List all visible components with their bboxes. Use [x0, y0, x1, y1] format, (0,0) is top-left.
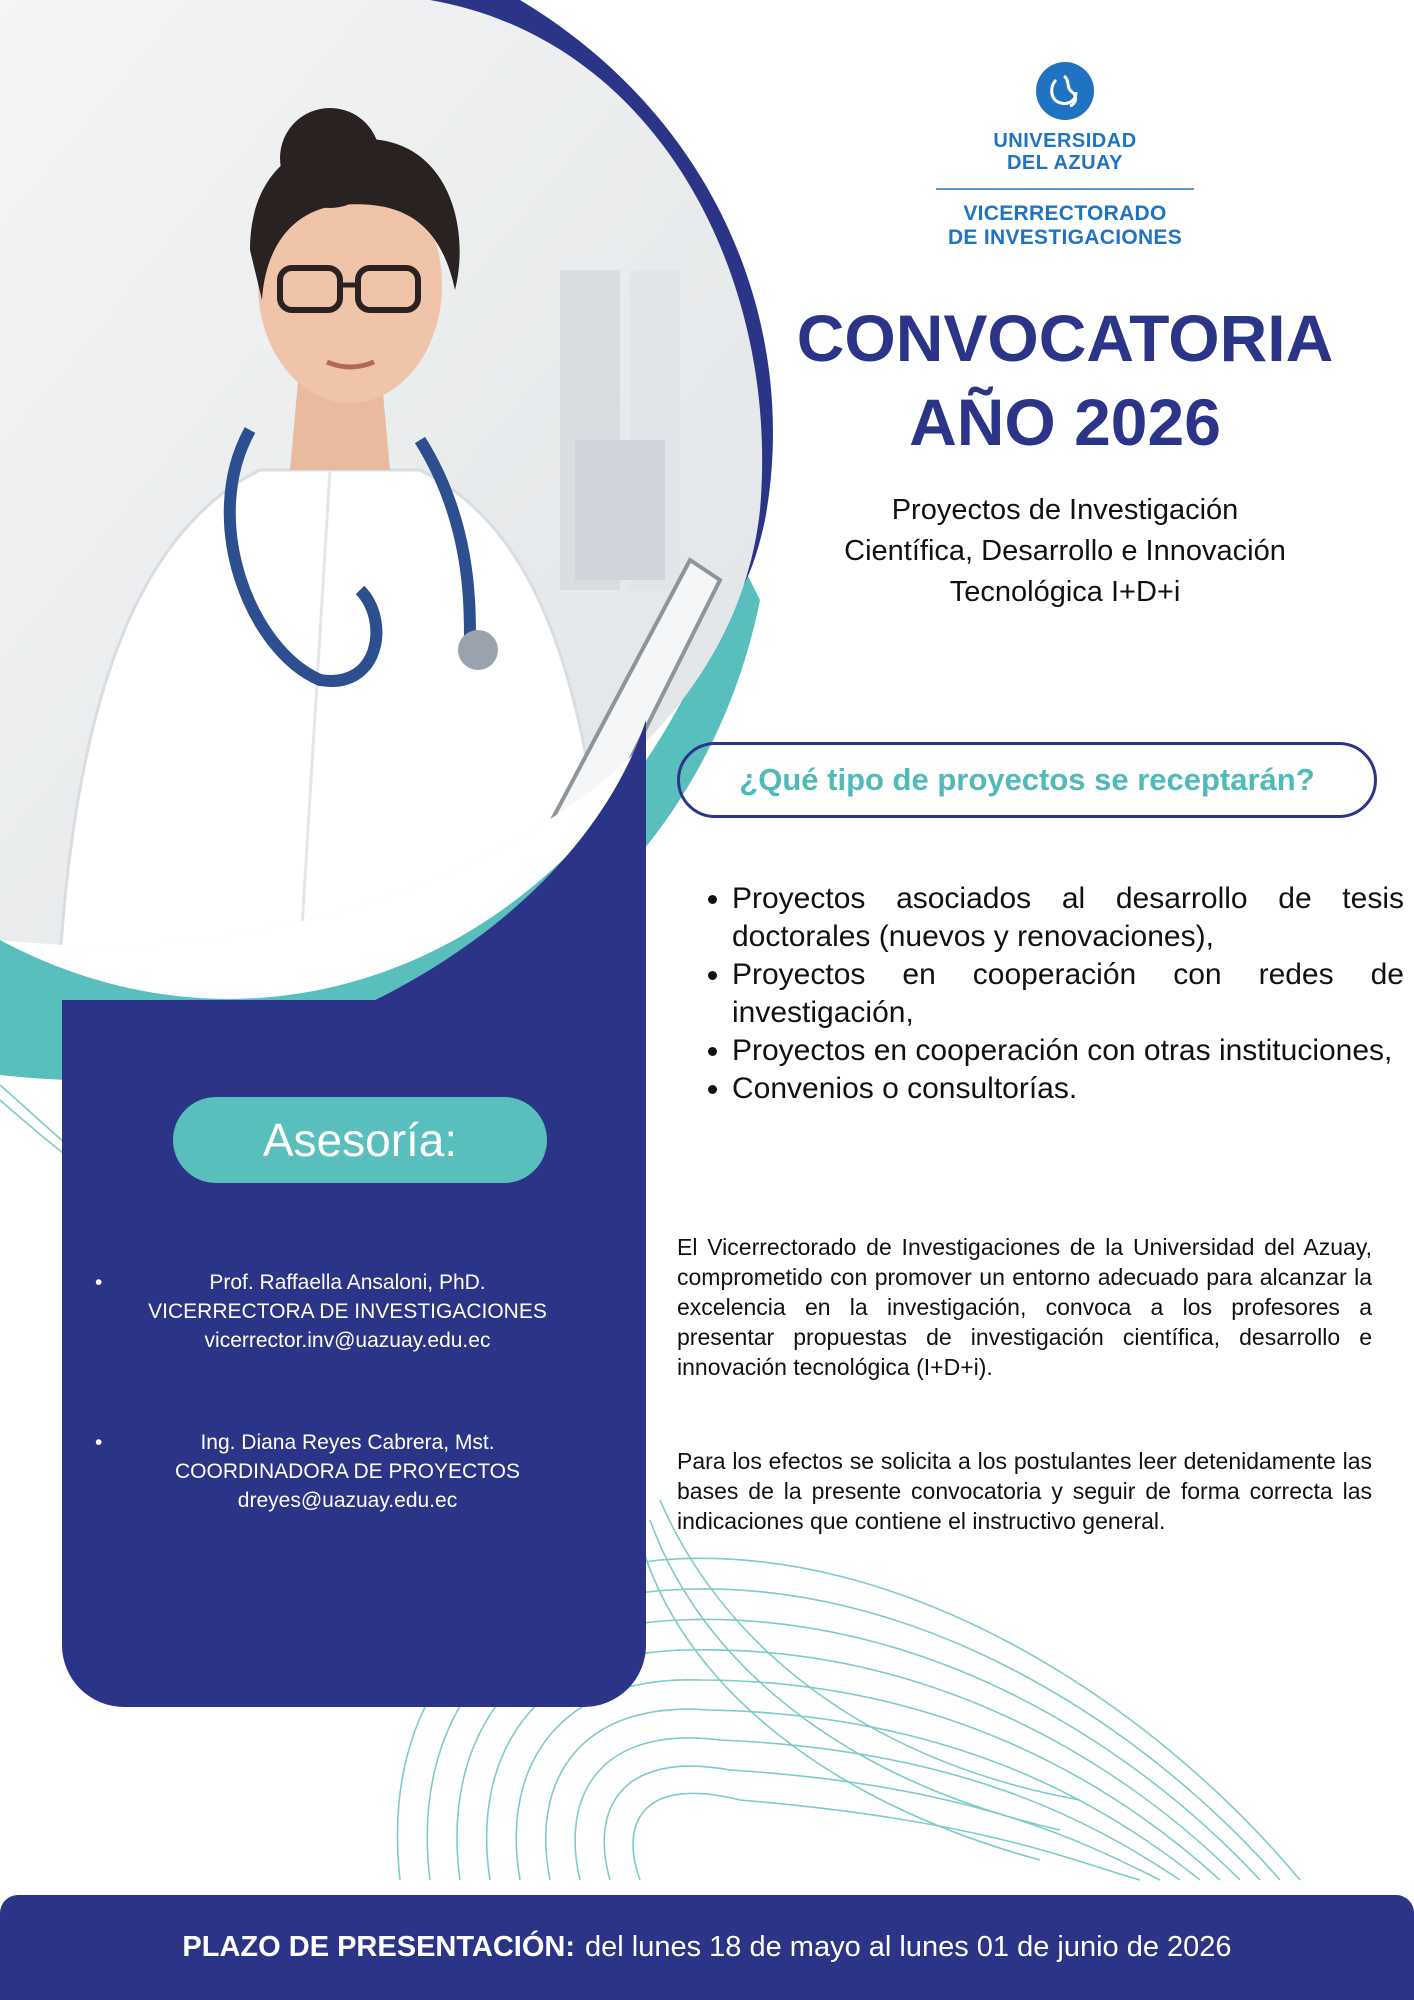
bullet-icon: • — [95, 1271, 103, 1294]
contact-email[interactable]: vicerrector.inv@uazuay.edu.ec — [204, 1329, 491, 1352]
list-item: • Convenios o consultorías. — [732, 1070, 1404, 1108]
list-item: • Proyectos en cooperación con otras instituciones, — [732, 1032, 1404, 1070]
title-line1: CONVOCATORIA — [796, 301, 1334, 375]
university-emblem-icon — [1036, 62, 1094, 120]
deadline-label: PLAZO DE PRESENTACIÓN: — [182, 1931, 576, 1963]
deadline-dates: del lunes 18 de mayo al lunes 01 de junio de 2026 — [585, 1931, 1232, 1963]
department-name-line1: VICERRECTORADO — [963, 202, 1167, 225]
subtitle-line1: Proyectos de Investigación — [891, 494, 1239, 526]
contact-email[interactable]: dreyes@uazuay.edu.ec — [237, 1489, 458, 1512]
page-title — [760, 296, 1370, 464]
university-name-line1: UNIVERSIDAD — [993, 130, 1137, 152]
contact-name: Ing. Diana Reyes Cabrera, Mst. — [200, 1431, 495, 1454]
bullet-icon: • — [95, 1431, 103, 1454]
contact-role: VICERRECTORA DE INVESTIGACIONES — [148, 1300, 547, 1323]
contact-name: Prof. Raffaella Ansaloni, PhD. — [209, 1271, 486, 1294]
advisory-heading: Asesoría: — [173, 1097, 547, 1183]
contact-card — [95, 1268, 600, 1355]
contact-card — [95, 1428, 600, 1515]
university-logo — [880, 62, 1250, 250]
list-item: • Proyectos asociados al desarrollo de tesis doctorales (nuevos y renovaciones), — [732, 880, 1404, 956]
page-subtitle — [760, 490, 1370, 613]
list-item: • Proyectos en cooperación con redes de investigación, — [732, 956, 1404, 1032]
project-types-list — [700, 880, 1404, 1108]
department-name-line2: DE INVESTIGACIONES — [947, 226, 1183, 249]
project-types-heading: ¿Qué tipo de proyectos se receptarán? — [677, 742, 1377, 818]
instructions-paragraph: Para los efectos se solicita a los postulantes leer detenidamente las bases de la presente convocatoria y seguir de forma correcta las indicaciones que contiene el instructivo general. — [677, 1448, 1372, 1534]
university-name-line2: DEL AZUAY — [1006, 152, 1123, 174]
contact-role: COORDINADORA DE PROYECTOS — [174, 1460, 520, 1483]
subtitle-line3: Tecnológica I+D+i — [949, 576, 1181, 608]
doctor-photo — [0, 0, 800, 960]
logo-divider — [936, 188, 1194, 190]
subtitle-line2: Científica, Desarrollo e Innovación — [844, 535, 1286, 567]
title-line2: AÑO 2026 — [909, 385, 1221, 459]
intro-paragraph: El Vicerrectorado de Investigaciones de la Universidad del Azuay, comprometido con promover un entorno adecuado para alcanzar la excelencia en la investigación, convoca a los profesores a presentar propuestas de investigación científica, desarrollo e innovación tecnológica (I+D+i). — [677, 1234, 1372, 1380]
deadline-banner — [0, 1895, 1414, 2000]
